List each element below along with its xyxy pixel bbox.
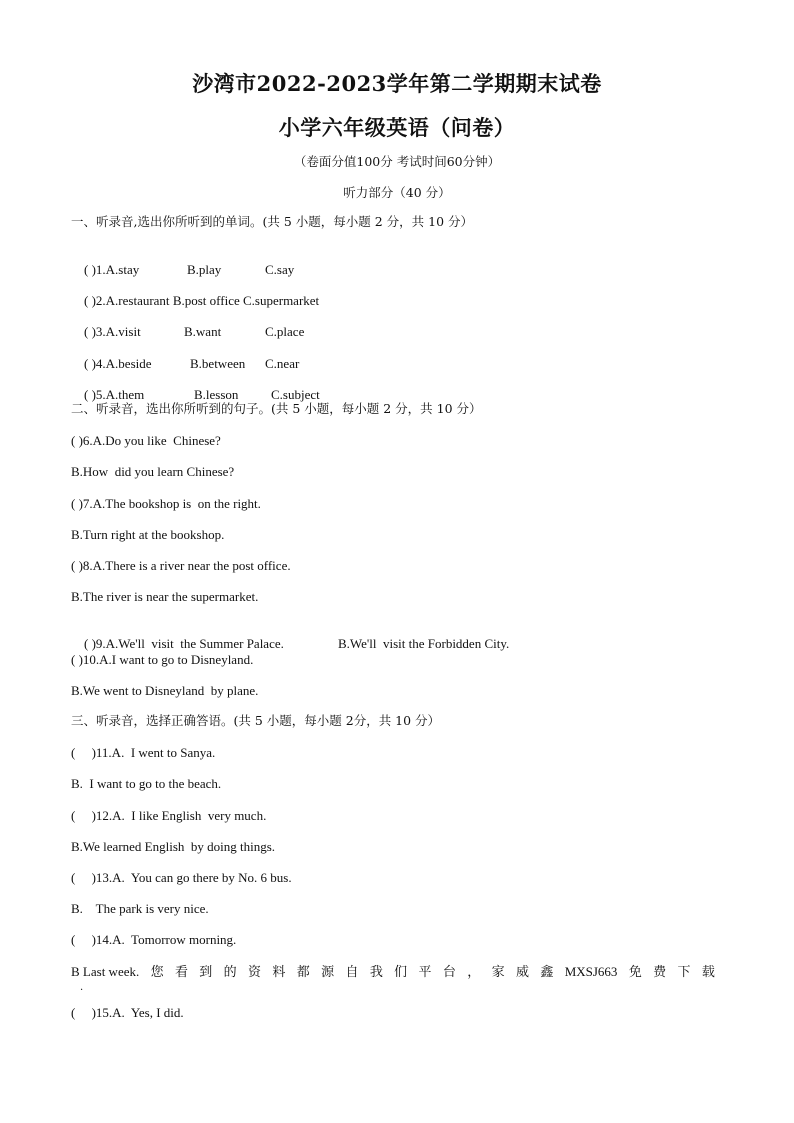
question-11-a: ( )11.A. I went to Sanya. <box>71 745 216 760</box>
q5-option-b: B.lesson <box>194 387 239 402</box>
watermark-char-1: 看 <box>174 964 188 979</box>
section3-heading: 三、听录音，选择正确答语。(共 5 小题，每小题 2分，共 10 分） <box>71 713 441 728</box>
listening-part-label: 听力部分（40 分） <box>343 185 451 200</box>
question-8-b: B.The river is near the supermarket. <box>71 589 259 604</box>
question-8-a: ( )8.A.There is a river near the post office. <box>71 558 291 573</box>
question-13-b: B. The park is very nice. <box>71 901 209 916</box>
q4-option-c: C.near <box>265 356 300 371</box>
exam-info: （卷面分值100分 考试时间60分钟） <box>293 154 501 169</box>
q2-option-a: ( )2.A.restaurant <box>84 293 170 308</box>
watermark-char-15: 威 <box>515 964 529 979</box>
q3-option-a: ( )3.A.visit <box>84 324 141 339</box>
q1-option-b: B.play <box>187 262 222 277</box>
question-11-b: B. I want to go to the beach. <box>71 776 222 791</box>
question-12-b: B.We learned English by doing things. <box>71 839 276 854</box>
q9-option-b: B.We'll visit the Forbidden City. <box>338 636 510 651</box>
watermark-char-8: 自 <box>345 964 359 979</box>
watermark-tail-1: 费 <box>653 964 667 979</box>
q3-option-c: C.place <box>265 324 305 339</box>
watermark-char-9: 我 <box>369 964 383 979</box>
watermark-char-10: 们 <box>394 964 408 979</box>
question-14-b <box>71 964 715 980</box>
watermark-char-3: 的 <box>223 964 237 979</box>
question-7-b: B.Turn right at the bookshop. <box>71 527 225 542</box>
q4-option-a: ( )4.A.beside <box>84 356 152 371</box>
q3-option-b: B.want <box>184 324 222 339</box>
question-6-a: ( )6.A.Do you like Chinese? <box>71 433 221 448</box>
question-12-a: ( )12.A. I like English very much. <box>71 808 267 823</box>
watermark-char-4: 资 <box>248 964 262 979</box>
q14-b-mark: . <box>80 982 84 993</box>
watermark-char-7: 源 <box>321 964 335 979</box>
watermark-tail-2: 下 <box>677 964 691 979</box>
exam-title: 沙湾市2022-2023学年第二学期期末试卷 <box>192 71 602 96</box>
question-6-b: B.How did you learn Chinese? <box>71 464 235 479</box>
watermark-char-6: 都 <box>296 964 310 979</box>
watermark-char-14: 家 <box>491 964 505 979</box>
watermark-char-0: 您 <box>150 964 164 979</box>
watermark-char-16: 鑫 <box>540 964 554 979</box>
q5-option-c: C.subject <box>271 387 320 402</box>
question-10-b: B.We went to Disneyland by plane. <box>71 683 259 698</box>
question-10-a: ( )10.A.I want to go to Disneyland. <box>71 652 254 667</box>
watermark-char-2: 到 <box>199 964 213 979</box>
question-14-a: ( )14.A. Tomorrow morning. <box>71 932 237 947</box>
q9-option-a: ( )9.A.We'll visit the Summer Palace. <box>84 636 284 651</box>
q2-option-b: B.post office <box>172 293 240 308</box>
section1-heading: 一、听录音,选出你所听到的单词。(共 5 小题，每小题 2 分，共 10 分） <box>71 214 474 229</box>
question-13-a: ( )13.A. You can go there by No. 6 bus. <box>71 870 292 885</box>
watermark-tail-3: 载 <box>701 964 715 979</box>
watermark-char-12: 台 <box>442 964 456 979</box>
watermark-char-13: ， <box>467 964 481 979</box>
question-7-a: ( )7.A.The bookshop is on the right. <box>71 496 261 511</box>
watermark-char-11: 平 <box>418 964 432 979</box>
q1-option-a: ( )1.A.stay <box>84 262 140 277</box>
q5-option-a: ( )5.A.them <box>84 387 145 402</box>
question-15-a: ( )15.A. Yes, I did. <box>71 1005 184 1020</box>
q14-option-b: B Last week. <box>71 964 140 979</box>
watermark-tail-0: 免 <box>628 964 642 979</box>
watermark-char-5: 料 <box>272 964 286 979</box>
section2-heading: 二、听录音，选出你所听到的句子。(共 5 小题，每小题 2 分，共 10 分） <box>71 401 482 416</box>
q2-option-c: C.supermarket <box>242 293 320 308</box>
exam-subtitle: 小学六年级英语（问卷） <box>278 115 516 140</box>
q4-option-b: B.between <box>190 356 246 371</box>
watermark-code: MXSJ663 <box>564 964 618 979</box>
q1-option-c: C.say <box>265 262 295 277</box>
